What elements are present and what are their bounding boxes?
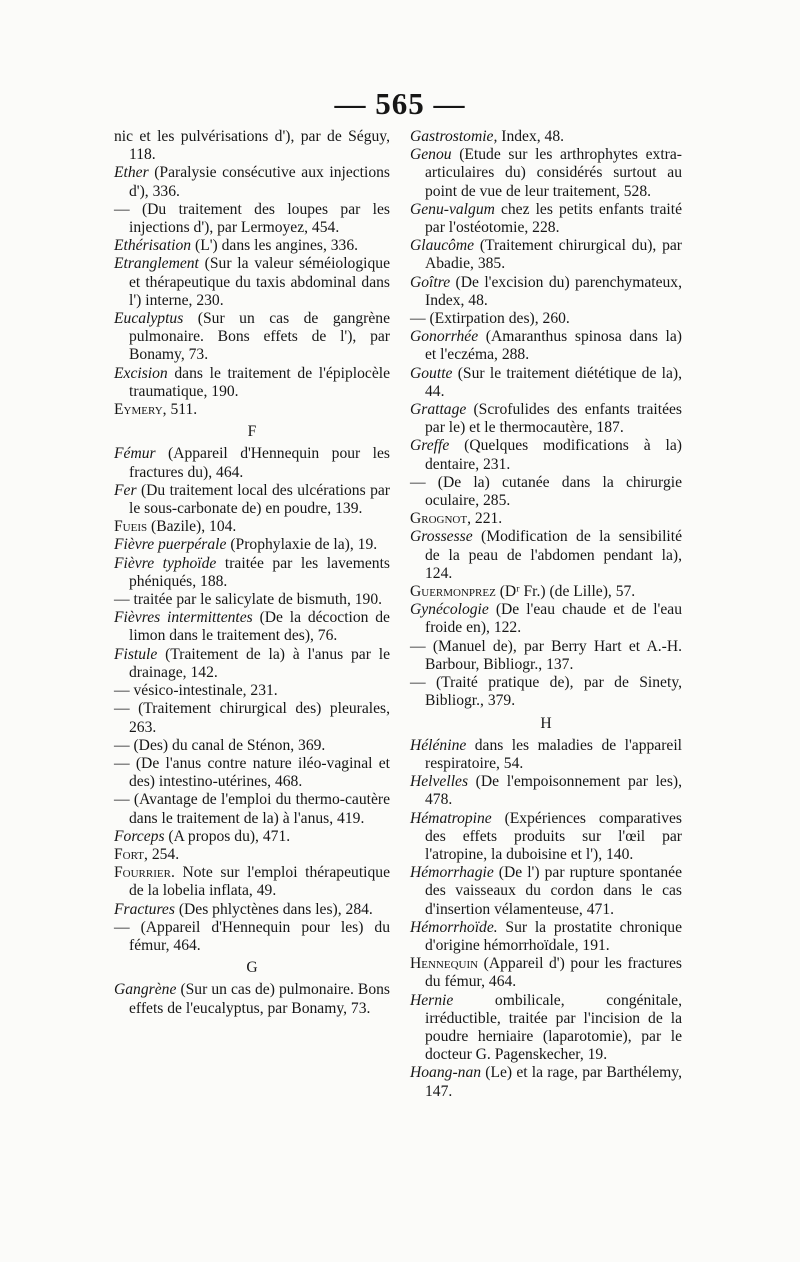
entry-term: Fueis — [114, 518, 148, 536]
index-entry — [410, 401, 682, 437]
index-entry — [410, 919, 682, 955]
entry-term: Ether — [114, 164, 149, 182]
entry-text: (Quelques modifications à la) dentaire, 231. — [425, 437, 682, 473]
index-entry — [114, 864, 390, 900]
entry-text: (De l'excision du) parenchymateux, Index, 48. — [425, 273, 682, 309]
entry-term: Fièvre puerpérale — [114, 536, 227, 554]
entry-term: Grattage — [410, 401, 467, 419]
index-entry — [114, 237, 390, 255]
index-entry — [410, 128, 682, 146]
entry-text: — (Des) du canal de Sténon, 369. — [114, 736, 326, 754]
entry-term: Gynécologie — [410, 601, 489, 619]
entry-term: Fièvre typhoïde — [114, 554, 217, 572]
index-entry — [410, 955, 682, 991]
entry-term: Gastrostomie, — [410, 128, 498, 145]
index-entry — [410, 146, 682, 201]
entry-text: Note sur l'emploi thérapeutique de la lobelia inflata, 49. — [129, 864, 390, 900]
page-number: — 565 — — [334, 86, 466, 121]
index-entry — [114, 310, 390, 365]
index-entry — [410, 601, 682, 637]
entry-text: (Etude sur les arthrophytes extra-articulaires du) considérés surtout au point de vue de leur traitement, 528. — [425, 146, 682, 200]
index-entry — [114, 737, 390, 755]
index-entry — [114, 401, 390, 419]
entry-term: Fractures — [114, 900, 175, 918]
entry-text: (Du traitement local des ulcérations par le sous-carbonate de) en poudre, 139. — [129, 481, 390, 518]
entry-text: (Sur le traitement diététique de la), 44. — [425, 364, 682, 400]
entry-term: Eymery, — [114, 401, 167, 419]
index-entry — [410, 1064, 682, 1100]
index-entry — [114, 646, 390, 682]
entry-term: Gangrène — [114, 981, 177, 999]
entry-term: Fistule — [114, 645, 158, 663]
entry-text: (Scrofulides des enfants traitées par le) et le thermocautère, 187. — [425, 401, 682, 437]
entry-text: Sur la prostatite chronique d'origine hémorrhoïdale, 191. — [425, 918, 682, 954]
index-entry — [410, 810, 682, 865]
index-entry — [410, 674, 682, 710]
entry-term: Forceps — [114, 827, 165, 845]
entry-text: — (Appareil d'Hennequin pour les) du fémur, 464. — [114, 918, 390, 954]
index-entry — [410, 237, 682, 273]
entry-term: Hématropine — [410, 809, 492, 827]
entry-text: — (Extirpation des), 260. — [410, 310, 570, 328]
index-entry — [410, 365, 682, 401]
index-entry — [114, 846, 390, 864]
index-entry — [114, 164, 390, 200]
index-entry — [114, 255, 390, 310]
entry-text: dans le traitement de l'épiplocèle traumatique, 190. — [129, 364, 390, 400]
entry-text: (Dʳ Fr.) (de Lille), 57. — [495, 583, 636, 601]
entry-term: Fer — [114, 481, 137, 499]
entry-term: Genu-valgum — [410, 200, 495, 218]
index-entry — [114, 591, 390, 609]
index-entry — [114, 555, 390, 591]
entry-text: (Appareil d') pour les fractures du fémur, 464. — [425, 955, 682, 991]
entry-text: (Traitement de la) à l'anus par le drainage, 142. — [129, 645, 390, 681]
entry-text: (De l') par rupture spontanée des vaisseaux du cordon dans le cas d'insertion vélamenteuse, 471. — [425, 864, 682, 918]
section-letter: F — [247, 423, 257, 441]
entry-text: (Paralysie consécutive aux injections d'), 336. — [129, 164, 390, 200]
entry-text: (Amaranthus spinosa dans la) et l'eczéma, 288. — [425, 328, 682, 364]
entry-text: — (Du traitement des loupes par les injections d'), par Lermoyez, 454. — [114, 200, 390, 237]
index-entry — [410, 528, 682, 583]
entry-term: Grossesse — [410, 528, 473, 546]
entry-term: Fémur — [114, 445, 156, 463]
entry-text: (De l'empoisonnement par les), 478. — [425, 773, 682, 809]
entry-term: Excision — [114, 364, 168, 382]
entry-term: Fort, — [114, 845, 148, 863]
index-entry — [114, 791, 390, 827]
entry-term: Helvelles — [410, 773, 469, 791]
entry-text: — (Avantage de l'emploi du thermo-cautère dans le traitement de la) à l'anus, 419. — [114, 791, 390, 827]
entry-text: (Bazile), 104. — [147, 518, 237, 536]
index-entry — [410, 310, 682, 328]
entry-text: (Modification de la sensibilité de la peau de l'abdomen pendant la), 124. — [425, 528, 682, 582]
entry-term: Eucalyptus — [114, 310, 184, 328]
index-entry — [114, 536, 390, 554]
index-entry — [114, 919, 390, 955]
index-column-right — [410, 128, 682, 1101]
entry-term: Goutte — [410, 364, 453, 382]
entry-term: Guermonprez — [410, 583, 496, 601]
entry-text: (L') dans les angines, 336. — [191, 237, 359, 255]
entry-term: Glaucôme — [410, 237, 475, 255]
entry-term: Ethérisation — [114, 237, 192, 255]
entry-term: Etranglement — [114, 255, 199, 273]
entry-text: (Des phlyctènes dans les), 284. — [174, 900, 373, 918]
entry-term: Fourrier. — [114, 864, 175, 882]
index-entry — [114, 901, 390, 919]
section-letter: H — [540, 714, 552, 732]
index-entry — [114, 682, 390, 700]
index-column-left — [114, 128, 390, 1018]
entry-text: — (Manuel de), par Berry Hart et A.-H. Barbour, Bibliogr., 137. — [410, 637, 682, 673]
entry-text: — (De l'anus contre nature iléo-vaginal et des) intestino-utérines, 468. — [114, 754, 390, 791]
entry-text: (Expériences comparatives des effets produits sur l'œil par l'atropine, la duboisine et l'), 140. — [425, 809, 682, 863]
entry-text: nic et les pulvérisations d'), par de Séguy, 118. — [114, 128, 390, 164]
index-entry — [410, 773, 682, 809]
entry-text: 254. — [147, 845, 180, 863]
entry-term: Goître — [410, 273, 451, 291]
entry-text: (A propos du), 471. — [164, 827, 291, 845]
index-entry — [114, 518, 390, 536]
entry-text: dans les maladies de l'appareil respiratoire, 54. — [425, 736, 682, 772]
entry-text: (Appareil d'Hennequin pour les fractures du), 464. — [129, 445, 390, 481]
entry-term: Hémorrhoïde. — [410, 918, 498, 936]
index-entry — [410, 638, 682, 674]
index-entry — [114, 609, 390, 645]
entry-term: Hélénine — [410, 736, 467, 754]
entry-text: (De l'eau chaude et de l'eau froide en), 122. — [425, 601, 682, 637]
index-entry — [410, 474, 682, 510]
index-entry — [114, 128, 390, 164]
index-entry — [114, 201, 390, 237]
entry-text: (Prophylaxie de la), 19. — [226, 536, 378, 554]
index-entry — [410, 583, 682, 601]
entry-text: — traitée par le salicylate de bismuth, 190. — [114, 591, 383, 609]
entry-text: Index, 48. — [497, 128, 565, 145]
entry-text: (Sur un cas de) pulmonaire. Bons effets de l'eucalyptus, par Bonamy, 73. — [129, 981, 390, 1017]
index-entry — [410, 437, 682, 473]
entry-text: (De la décoction de limon dans le traitement des), 76. — [129, 609, 390, 645]
entry-text: ombilicale, congénitale, irréductible, traitée par l'incision de la poudre herniaire (laparotomie), par le docteur G. Pagenskecher, 19. — [425, 991, 682, 1064]
entry-text: (Sur un cas de gangrène pulmonaire. Bons effets de l'), par Bonamy, 73. — [129, 310, 390, 364]
entry-text: traitée par les lavements phéniqués, 188. — [129, 554, 390, 590]
entry-text: 221. — [471, 510, 503, 528]
index-entry — [114, 755, 390, 791]
entry-text: — (Traité pratique de), par de Sinety, Bibliogr., 379. — [410, 674, 682, 710]
index-entry — [410, 274, 682, 310]
entry-text: 511. — [166, 401, 198, 419]
entry-text: — (De la) cutanée dans la chirurgie oculaire, 285. — [410, 473, 682, 510]
index-entry — [114, 981, 390, 1017]
index-entry — [410, 737, 682, 773]
index-entry — [410, 992, 682, 1065]
entry-term: Gonorrhée — [410, 328, 479, 346]
entry-term: Hennequin — [410, 955, 479, 973]
entry-text: — (Traitement chirurgical des) pleurales, 263. — [114, 700, 390, 736]
index-entry — [410, 864, 682, 919]
index-entry — [114, 828, 390, 846]
index-entry — [410, 328, 682, 364]
index-entry — [410, 201, 682, 237]
index-entry — [114, 700, 390, 736]
section-letter: G — [246, 959, 258, 977]
entry-text: chez les petits enfants traité par l'ostéotomie, 228. — [425, 200, 682, 237]
entry-text: (Le) et la rage, par Barthélemy, 147. — [425, 1064, 682, 1100]
entry-term: Hémorrhagie — [410, 864, 494, 882]
index-entry — [114, 445, 390, 481]
index-entry — [114, 365, 390, 401]
index-entry — [410, 510, 682, 528]
entry-text: — vésico-intestinale, 231. — [114, 682, 278, 700]
entry-term: Hernie — [410, 991, 454, 1009]
entry-term: Hoang-nan — [410, 1064, 482, 1082]
entry-term: Genou — [410, 146, 452, 164]
entry-text: (Traitement chirurgical du), par Abadie, 385. — [425, 237, 682, 273]
entry-term: Grognot, — [410, 510, 471, 528]
entry-text: (Sur la valeur séméiologique et thérapeutique du taxis abdominal dans l') interne, 230. — [129, 255, 390, 309]
index-entry — [114, 482, 390, 518]
entry-term: Fièvres intermittentes — [114, 609, 253, 627]
entry-term: Greffe — [410, 437, 450, 455]
